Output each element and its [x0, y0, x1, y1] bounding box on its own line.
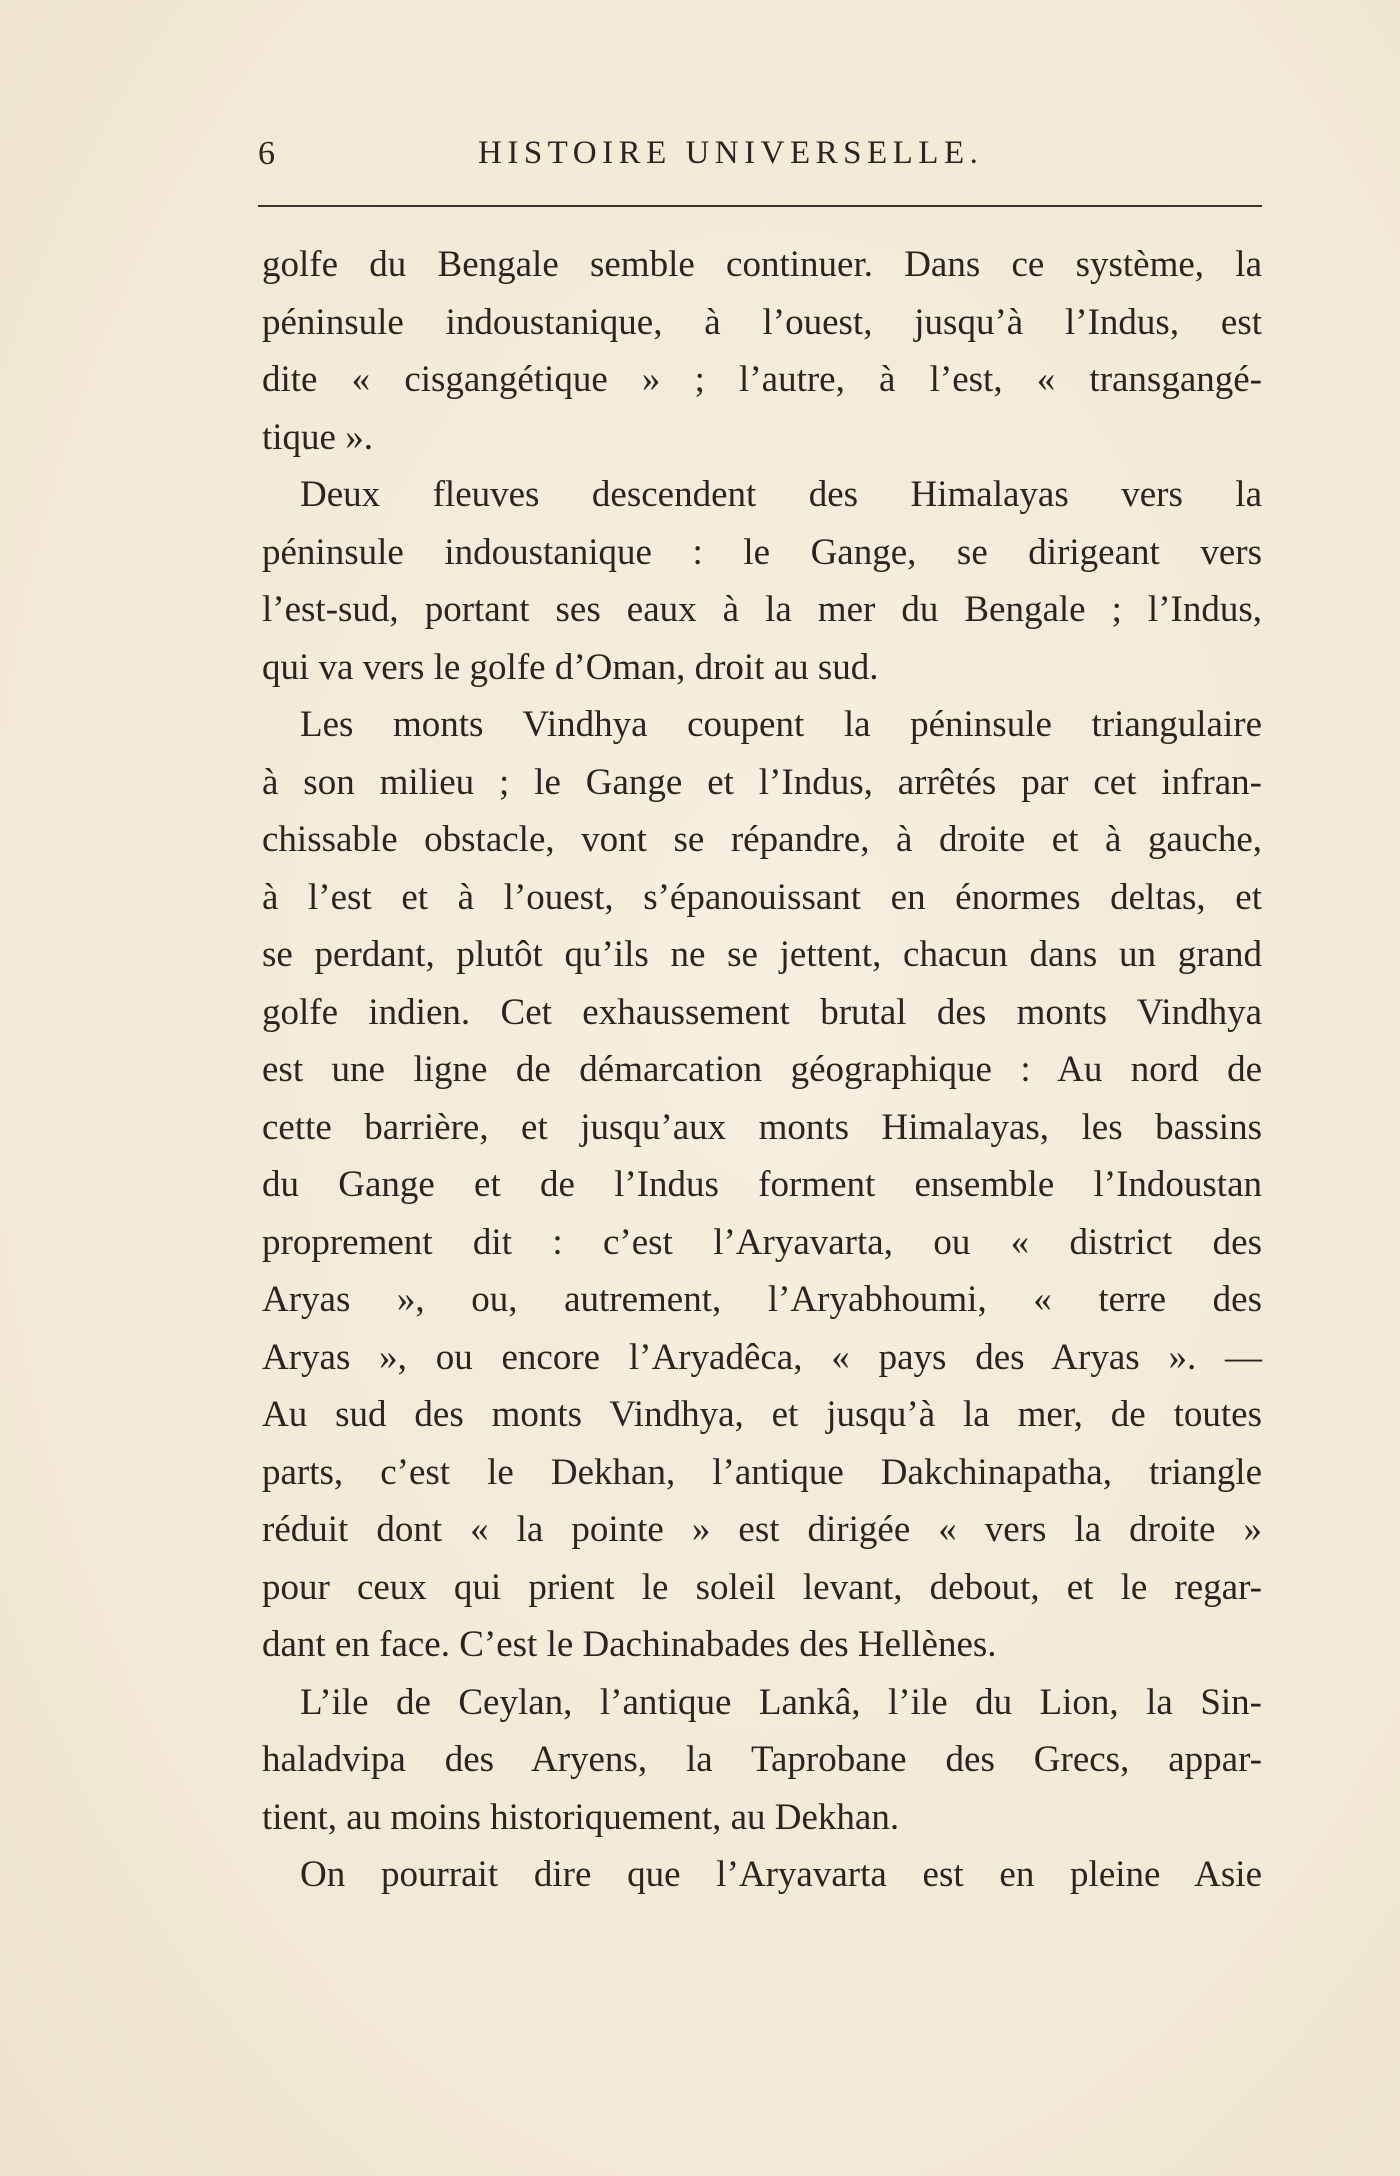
header-rule [258, 205, 1262, 207]
text-line: se perdant, plutôt qu’ils ne se jettent, chacun dans un grand [262, 934, 1262, 975]
text-line: péninsule indoustanique, à l’ouest, jusqu’à l’Indus, est [262, 301, 1262, 343]
text-line: dant en face. C’est le Dachinabades des Hellènes. [262, 1624, 997, 1665]
text-line: tient, au moins historiquement, au Dekhan. [262, 1796, 900, 1838]
text-line: est une ligne de démarcation géographique : Au nord de [262, 1049, 1262, 1090]
text-line: dite « cisgangétique » ; l’autre, à l’est, « transgangé- [262, 359, 1262, 400]
text-line: Aryas », ou, autrement, l’Aryabhoumi, « terre des [262, 1279, 1262, 1320]
text-line: proprement dit : c’est l’Aryavarta, ou « district des [262, 1221, 1262, 1263]
text-line: Aryas », ou encore l’Aryadêca, « pays des Aryas ». — [262, 1336, 1262, 1378]
text-line: l’est-sud, portant ses eaux à la mer du Bengale ; l’Indus, [262, 589, 1262, 630]
text-line: parts, c’est le Dekhan, l’antique Dakchinapatha, triangle [262, 1451, 1262, 1493]
text-line: L’ile de Ceylan, l’antique Lankâ, l’ile du Lion, la Sin- [300, 1681, 1262, 1723]
text-line: à son milieu ; le Gange et l’Indus, arrêtés par cet infran- [262, 761, 1262, 803]
running-head: HISTOIRE UNIVERSELLE. [478, 135, 984, 171]
text-line: réduit dont « la pointe » est dirigée « vers la droite » [262, 1509, 1262, 1550]
page-number: 6 [258, 135, 276, 172]
text-line: péninsule indoustanique : le Gange, se dirigeant vers [262, 531, 1262, 573]
text-line: cette barrière, et jusqu’aux monts Himalayas, les bassins [262, 1106, 1262, 1148]
text-line: Les monts Vindhya coupent la péninsule triangulaire [300, 704, 1262, 745]
text-line: qui va vers le golfe d’Oman, droit au sud. [262, 646, 879, 688]
text-line: pour ceux qui prient le soleil levant, debout, et le regar- [262, 1566, 1262, 1608]
text-line: Deux fleuves descendent des Himalayas vers la [300, 474, 1262, 515]
text-line: tique ». [262, 416, 373, 458]
page-header [258, 135, 1262, 185]
text-line: On pourrait dire que l’Aryavarta est en pleine Asie [300, 1854, 1262, 1895]
text-line: golfe du Bengale semble continuer. Dans ce système, la [262, 244, 1262, 285]
text-line: chissable obstacle, vont se répandre, à droite et à gauche, [262, 819, 1262, 860]
text-line: haladvipa des Aryens, la Taprobane des Grecs, appar- [262, 1739, 1262, 1780]
text-line: du Gange et de l’Indus forment ensemble l’Indoustan [262, 1164, 1262, 1205]
text-line: golfe indien. Cet exhaussement brutal des monts Vindhya [262, 991, 1262, 1033]
body-text [262, 236, 1262, 1904]
text-line: à l’est et à l’ouest, s’épanouissant en énormes deltas, et [262, 876, 1262, 918]
text-line: Au sud des monts Vindhya, et jusqu’à la mer, de toutes [262, 1394, 1262, 1435]
